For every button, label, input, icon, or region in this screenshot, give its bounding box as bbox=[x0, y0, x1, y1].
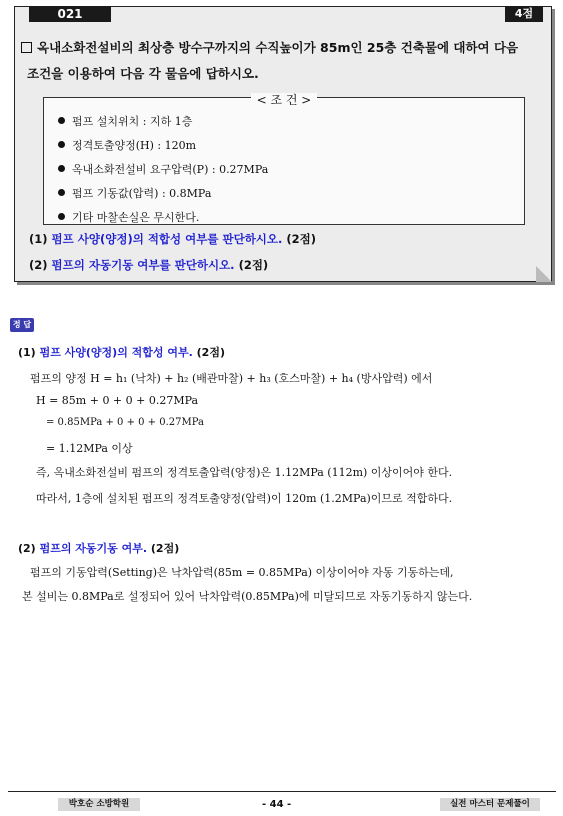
condition-item: 옥내소화전설비 요구압력(P) : 0.27MPa bbox=[58, 158, 524, 182]
condition-item: 기타 마찰손실은 무시한다. bbox=[58, 206, 524, 230]
bullet-icon bbox=[58, 189, 65, 196]
page-number: - 44 - bbox=[262, 799, 292, 810]
question-points: 4점 bbox=[505, 6, 543, 22]
answer-part2-line-2: 본 설비는 0.8MPa로 설정되어 있어 낙차압력(0.85MPa)에 미달되므로 자동기동하지 않는다. bbox=[22, 590, 473, 603]
square-bullet-icon bbox=[21, 42, 32, 53]
answer-explain-1: 즉, 옥내소화전설비 펌프의 정격토출압력(양정)은 1.12MPa (112m) 이상이어야 한다. bbox=[36, 466, 453, 479]
page-fold-icon bbox=[536, 266, 552, 282]
question-box bbox=[14, 6, 552, 282]
condition-item: 펌프 설치위치 : 지하 1층 bbox=[58, 110, 524, 134]
answer-part1-heading: (1) 펌프 사양(양정)의 적합성 여부. (2점) bbox=[18, 346, 225, 359]
bullet-icon bbox=[58, 213, 65, 220]
question-title: 옥내소화전설비의 최상층 방수구까지의 수직높이가 85m인 25층 건축물에 대하여 다음 조건을 이용하여 다음 각 물음에 답하시오. bbox=[21, 35, 541, 87]
footer-divider bbox=[8, 791, 556, 792]
bullet-icon bbox=[58, 141, 65, 148]
condition-item: 펌프 기동값(압력) : 0.8MPa bbox=[58, 182, 524, 206]
footer-academy: 박호순 소방학원 bbox=[58, 798, 140, 811]
conditions-header: < 조 건 > bbox=[251, 93, 318, 107]
answer-part2-heading: (2) 펌프의 자동기동 여부. (2점) bbox=[18, 542, 180, 555]
question-number: 021 bbox=[29, 6, 111, 22]
footer-book-title: 실전 마스터 문제풀이 bbox=[440, 798, 540, 811]
condition-item: 정격토출양정(H) : 120m bbox=[58, 134, 524, 158]
answer-calc-2: = 0.85MPa + 0 + 0 + 0.27MPa bbox=[46, 417, 204, 428]
sub-question-2: (2) 펌프의 자동기동 여부를 판단하시오. (2점) bbox=[29, 258, 269, 272]
conditions-box bbox=[43, 93, 525, 225]
bullet-icon bbox=[58, 165, 65, 172]
answer-part2-line-1: 펌프의 기동압력(Setting)은 낙차압력(85m = 0.85MPa) 이상이어야 자동 기동하는데, bbox=[30, 566, 454, 579]
conditions-list bbox=[44, 98, 524, 230]
answer-calc-3: = 1.12MPa 이상 bbox=[46, 442, 133, 455]
answer-formula: 펌프의 양정 H = h₁ (낙차) + h₂ (배관마찰) + h₃ (호스마찰) + h₄ (방사압력) 에서 bbox=[30, 372, 433, 385]
bullet-icon bbox=[58, 117, 65, 124]
answer-badge: 정 답 bbox=[10, 318, 34, 332]
sub-question-1: (1) 펌프 사양(양정)의 적합성 여부를 판단하시오. (2점) bbox=[29, 232, 317, 246]
answer-explain-2: 따라서, 1층에 설치된 펌프의 정격토출양정(압력)이 120m (1.2MPa)이므로 적합하다. bbox=[36, 492, 453, 505]
answer-calc-1: H = 85m + 0 + 0 + 0.27MPa bbox=[36, 394, 199, 407]
